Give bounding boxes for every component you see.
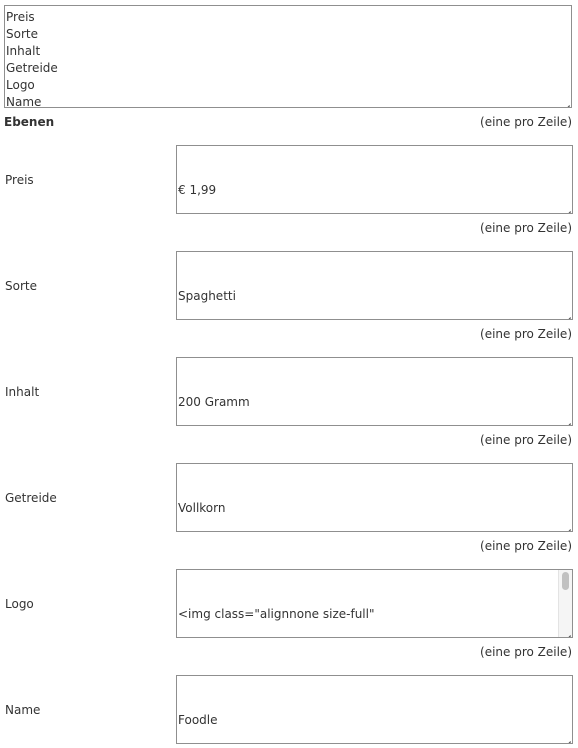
level-label-sorte: Sorte (5, 279, 37, 293)
attribute-line: Preis (6, 10, 35, 24)
resize-handle-icon[interactable] (562, 733, 571, 742)
hint-text: (eine pro Zeile) (480, 539, 572, 553)
level-line: Foodle (178, 713, 218, 727)
hint-text: (eine pro Zeile) (480, 115, 572, 129)
resize-handle-icon[interactable] (562, 415, 571, 424)
resize-handle-icon[interactable] (561, 97, 570, 106)
level-label-preis: Preis (5, 173, 34, 187)
resize-handle-icon[interactable] (562, 627, 571, 636)
ebenen-label: Ebenen (4, 115, 55, 129)
attribute-line: Getreide (6, 61, 58, 75)
hint-text: (eine pro Zeile) (480, 645, 572, 659)
level-label-logo: Logo (5, 597, 34, 611)
scrollbar-thumb[interactable] (562, 572, 569, 590)
hint-text: (eine pro Zeile) (480, 433, 572, 447)
level-textarea-sorte[interactable] (176, 251, 573, 320)
level-label-getreide: Getreide (5, 491, 57, 505)
level-line: 200 Gramm (178, 395, 250, 409)
resize-handle-icon[interactable] (562, 309, 571, 318)
level-textarea-logo[interactable] (176, 569, 573, 638)
level-textarea-getreide[interactable] (176, 463, 573, 532)
attributes-textarea[interactable] (4, 5, 572, 108)
level-line: <img class="alignnone size-full" (178, 607, 375, 621)
hint-text: (eine pro Zeile) (480, 221, 572, 235)
resize-handle-icon[interactable] (562, 521, 571, 530)
level-textarea-preis[interactable] (176, 145, 573, 214)
level-line: Spaghetti (178, 289, 236, 303)
level-label-inhalt: Inhalt (5, 385, 40, 399)
level-line: € 1,99 (178, 183, 217, 197)
level-textarea-name[interactable] (176, 675, 573, 744)
attribute-line: Name (6, 95, 42, 108)
attribute-line: Logo (6, 78, 35, 92)
attribute-line: Sorte (6, 27, 38, 41)
level-line: Vollkorn (178, 501, 226, 515)
level-label-name: Name (5, 703, 41, 717)
hint-text: (eine pro Zeile) (480, 327, 572, 341)
level-textarea-inhalt[interactable] (176, 357, 573, 426)
resize-handle-icon[interactable] (562, 203, 571, 212)
ebenen-header (0, 113, 578, 131)
attribute-line: Inhalt (6, 44, 41, 58)
